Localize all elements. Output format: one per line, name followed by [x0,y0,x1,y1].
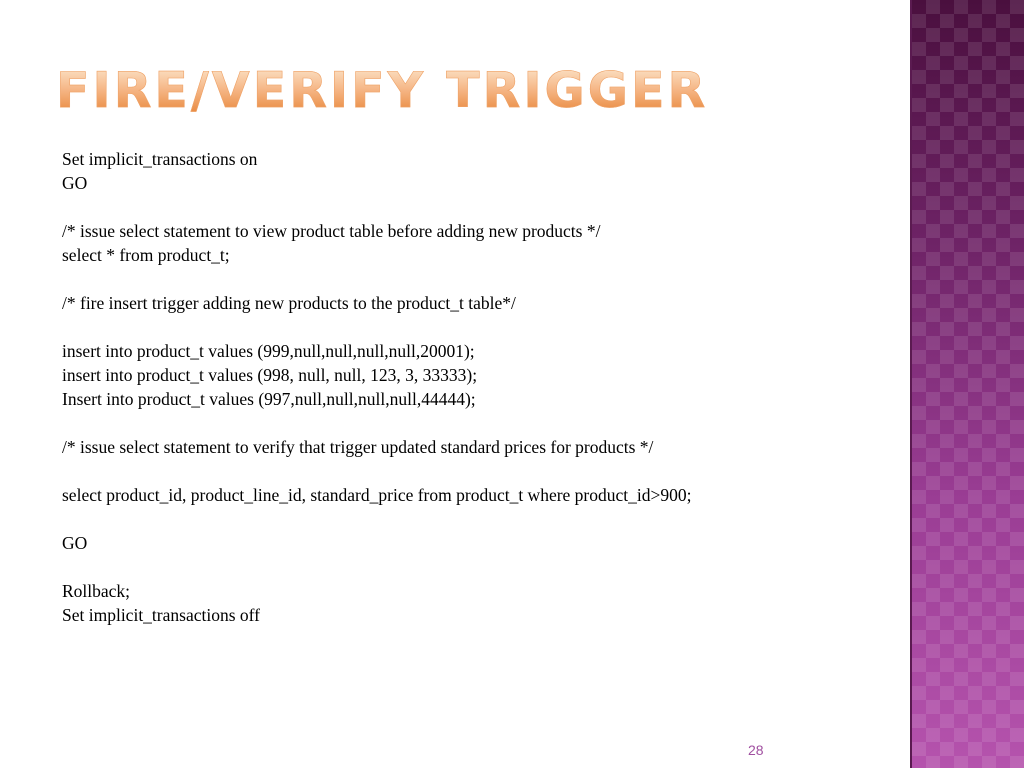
body-line: /* fire insert trigger adding new products to the product_t table*/ [62,293,516,313]
body-line: GO [62,173,88,193]
body-line: /* issue select statement to verify that trigger updated standard prices for products */ [62,437,654,457]
body-line: Set implicit_transactions off [62,605,260,625]
slide-title: FIRE/VERIFY TRIGGER [56,62,709,119]
body-line: /* issue select statement to view product table before adding new products */ [62,221,601,241]
page-number: 28 [748,742,764,758]
body-line: Insert into product_t values (997,null,null,null,null,44444); [62,389,476,409]
body-line: select product_id, product_line_id, standard_price from product_t where product_id>900; [62,485,692,505]
body-line: Rollback; [62,581,131,601]
body-line: select * from product_t; [62,245,230,265]
decorative-sidebar [912,0,1024,768]
body-line [62,459,892,483]
slide-body [62,147,892,627]
body-line [62,411,892,435]
body-line: insert into product_t values (999,null,null,null,null,20001); [62,341,475,361]
body-line: Set implicit_transactions on [62,149,258,169]
body-line [62,267,892,291]
body-line: GO [62,533,88,553]
body-line [62,315,892,339]
body-line [62,555,892,579]
body-line [62,507,892,531]
body-line [62,195,892,219]
body-line: insert into product_t values (998, null, null, 123, 3, 33333); [62,365,478,385]
